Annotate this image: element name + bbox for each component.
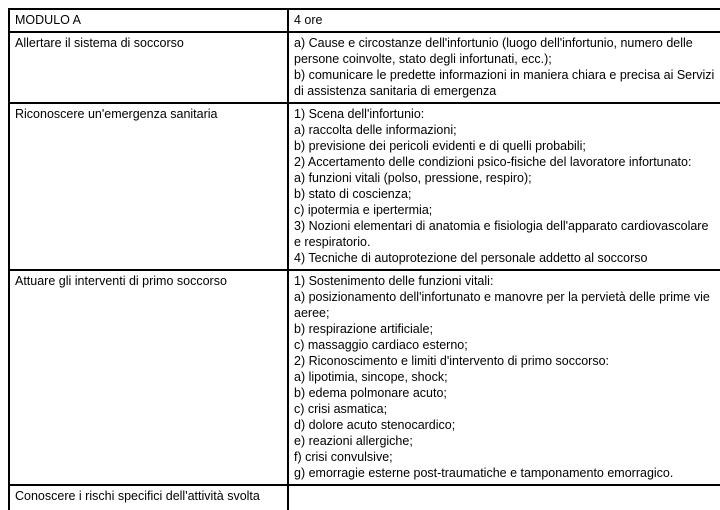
objective-cell: Attuare gli interventi di primo soccorso bbox=[9, 270, 288, 485]
content-line: e) reazioni allergiche; bbox=[294, 434, 413, 448]
module-duration-cell: 4 ore bbox=[288, 9, 720, 32]
content-line: c) massaggio cardiaco esterno; bbox=[294, 338, 468, 352]
content-line: 1) Sostenimento delle funzioni vitali: bbox=[294, 274, 494, 288]
content-cell-empty bbox=[288, 485, 720, 510]
content-cell bbox=[288, 270, 720, 485]
content-line: a) posizionamento dell'infortunato e manovre per la pervietà delle prime vie aeree; bbox=[294, 290, 710, 320]
content-line: 2) Accertamento delle condizioni psico-fisiche del lavoratore infortunato: bbox=[294, 155, 692, 169]
content-line: 3) Nozioni elementari di anatomia e fisiologia dell'apparato cardiovascolare e respiratorio. bbox=[294, 219, 709, 249]
content-line: f) crisi convulsive; bbox=[294, 450, 393, 464]
table-row-riconoscere bbox=[9, 103, 720, 270]
table-row-attuare bbox=[9, 270, 720, 485]
objective-cell: Allertare il sistema di soccorso bbox=[9, 32, 288, 103]
content-line: d) dolore acuto stenocardico; bbox=[294, 418, 456, 432]
content-line: 4) Tecniche di autoprotezione del personale addetto al soccorso bbox=[294, 251, 648, 265]
content-line: a) Cause e circostanze dell'infortunio (luogo dell'infortunio, numero delle persone coinvolte, stato degli infortunati, ecc.); bbox=[294, 36, 693, 66]
content-line: c) ipotermia e ipertermia; bbox=[294, 203, 433, 217]
content-line: c) crisi asmatica; bbox=[294, 402, 388, 416]
content-cell bbox=[288, 32, 720, 103]
content-line: a) funzioni vitali (polso, pressione, respiro); bbox=[294, 171, 532, 185]
modulo-a-table bbox=[8, 8, 720, 510]
content-line: g) emorragie esterne post-traumatiche e tamponamento emorragico. bbox=[294, 466, 674, 480]
content-line: a) lipotimia, sincope, shock; bbox=[294, 370, 448, 384]
content-line: b) edema polmonare acuto; bbox=[294, 386, 447, 400]
content-line: 2) Riconoscimento e limiti d'intervento di primo soccorso: bbox=[294, 354, 610, 368]
table-row-allertare bbox=[9, 32, 720, 103]
module-title-cell: MODULO A bbox=[9, 9, 288, 32]
content-line: 1) Scena dell'infortunio: bbox=[294, 107, 425, 121]
table-header-row bbox=[9, 9, 720, 32]
content-line: b) stato di coscienza; bbox=[294, 187, 412, 201]
objective-cell: Conoscere i rischi specifici dell'attività svolta bbox=[9, 485, 288, 510]
content-line: b) respirazione artificiale; bbox=[294, 322, 433, 336]
content-line: a) raccolta delle informazioni; bbox=[294, 123, 457, 137]
content-line: b) comunicare le predette informazioni in maniera chiara e precisa ai Servizi di assistenza sanitaria di emergenza bbox=[294, 68, 715, 98]
objective-cell: Riconoscere un'emergenza sanitaria bbox=[9, 103, 288, 270]
content-line: b) previsione dei pericoli evidenti e di quelli probabili; bbox=[294, 139, 586, 153]
table-row-conoscere bbox=[9, 485, 720, 510]
content-cell bbox=[288, 103, 720, 270]
